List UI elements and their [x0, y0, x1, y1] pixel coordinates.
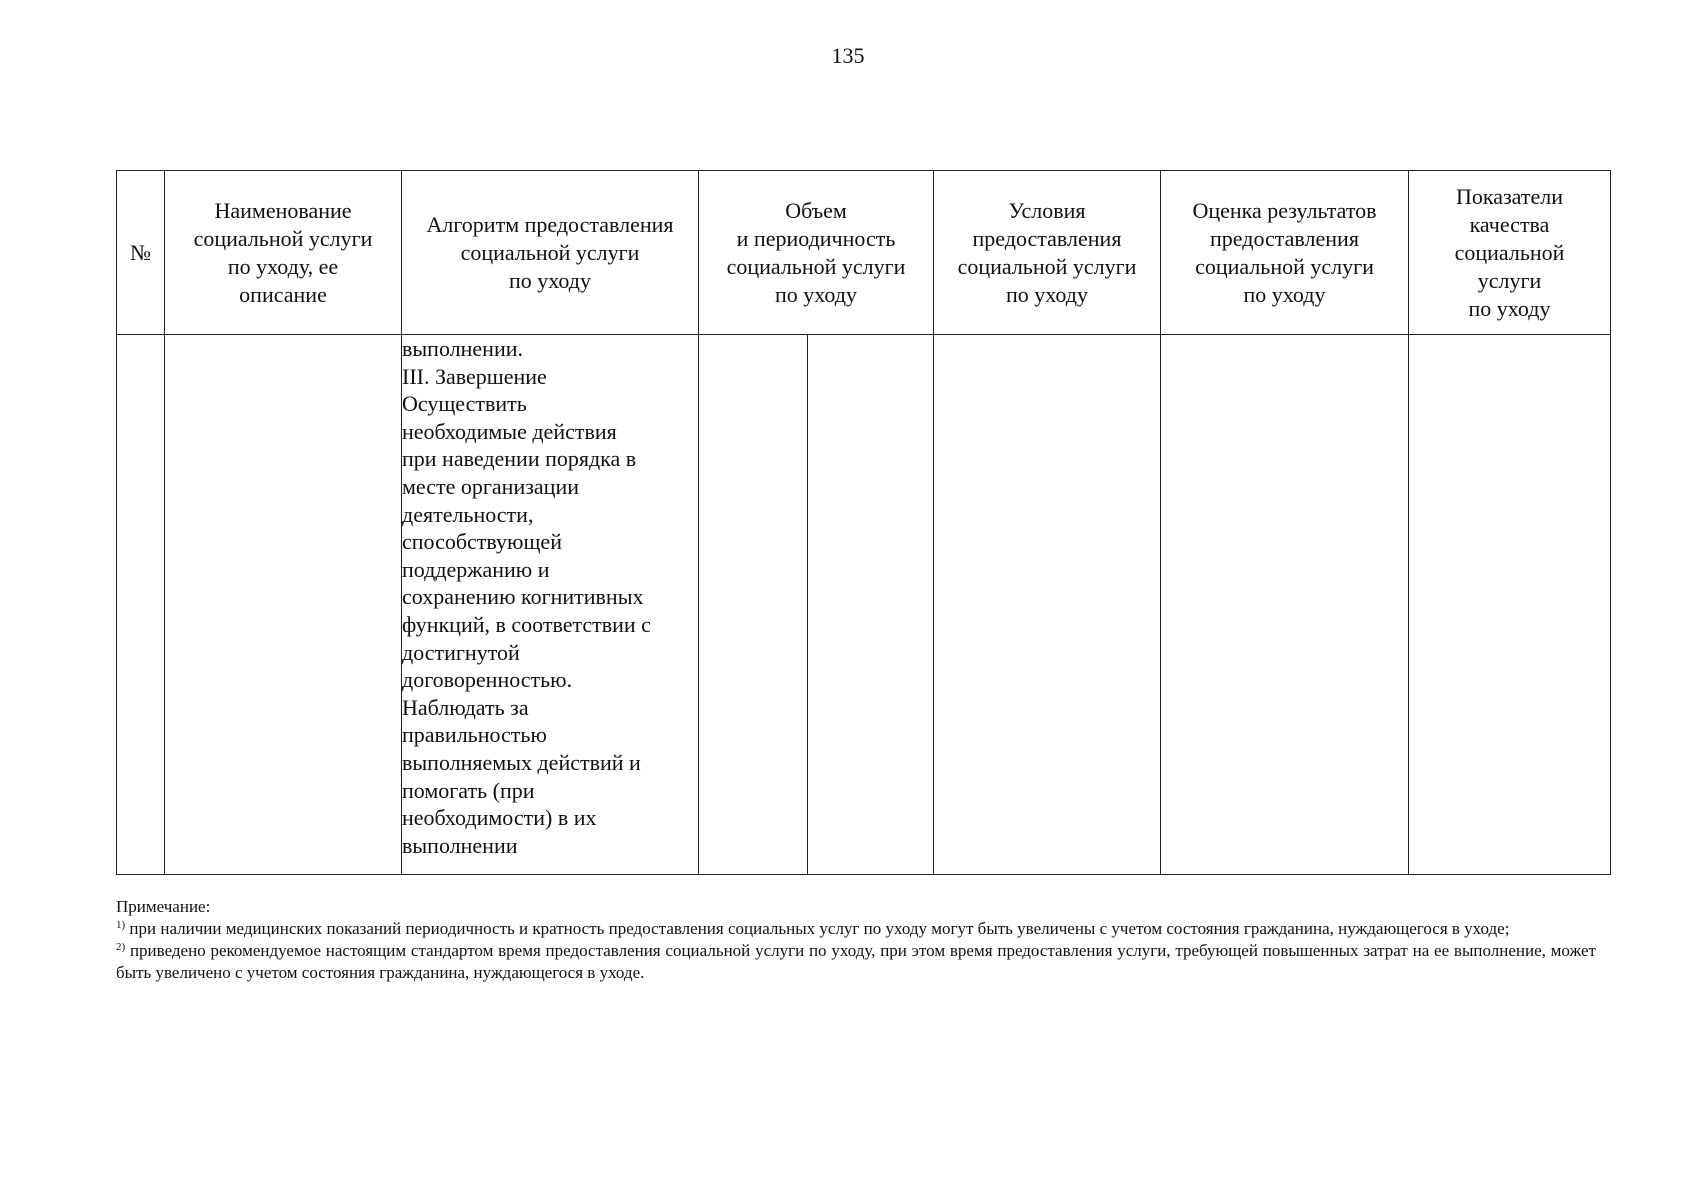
algorithm-line: выполняемых действий и [402, 749, 641, 775]
footnote-text: приведено рекомендуемое настоящим стандартом время предоставления социальной услуги по уходу, при этом время предоставления услуги, требующей повышенных затрат на ее выполнение, может быть увеличено с учетом состояния гражданина, нуждающегося в уходе. [116, 941, 1596, 982]
algorithm-line: необходимости) в их [402, 805, 597, 831]
algorithm-line: способствующей [402, 529, 562, 555]
cell-quality [1409, 335, 1611, 875]
table-header-row [117, 171, 1611, 335]
algorithm-line: сохранению когнитивных [402, 584, 644, 610]
algorithm-line: Наблюдать за [402, 694, 529, 720]
cell-volume [699, 335, 808, 875]
care-standard-table [116, 170, 1611, 875]
algorithm-line: деятельности, [402, 501, 534, 527]
header-number: № [117, 171, 165, 335]
algorithm-line: поддержанию и [402, 556, 550, 582]
header-volume-periodicity: Объем и периодичность социальной услуги по уходу [699, 171, 934, 335]
algorithm-line: функций, в соответствии с [402, 611, 651, 637]
algorithm-line: месте организации [402, 473, 579, 499]
table-row [117, 335, 1611, 875]
header-evaluation: Оценка результатов предоставления социальной услуги по уходу [1161, 171, 1409, 335]
header-algorithm: Алгоритм предоставления социальной услуги по уходу [402, 171, 699, 335]
page-number: 135 [831, 43, 865, 68]
algorithm-line: выполнении. [402, 336, 523, 361]
cell-number [117, 335, 165, 875]
header-conditions: Условия предоставления социальной услуги по уходу [934, 171, 1161, 335]
algorithm-line: выполнении [402, 832, 518, 858]
algorithm-line: правильностью [402, 722, 547, 748]
footnote-marker: 2) [116, 941, 126, 953]
algorithm-line: помогать (при [402, 777, 535, 803]
algorithm-line: необходимые действия [402, 418, 617, 444]
cell-algorithm [402, 335, 699, 875]
algorithm-line: Осуществить [402, 391, 527, 417]
header-quality-indicators: Показатели качества социальной услуги по уходу [1409, 171, 1611, 335]
footnote-text: при наличии медицинских показаний периодичность и кратность предоставления социальных услуг по уходу могут быть увеличены с учетом состояния гражданина, нуждающегося в уходе; [125, 919, 1510, 938]
footnote-title: Примечание: [116, 897, 211, 916]
header-service-name: Наименование социальной услуги по уходу, ее описание [165, 171, 402, 335]
footnote-marker: 1) [116, 919, 126, 931]
cell-periodicity [808, 335, 934, 875]
footnote-item [116, 918, 1596, 940]
algorithm-line: достигнутой [402, 639, 520, 665]
cell-evaluation [1161, 335, 1409, 875]
algorithm-line: при наведении порядка в [402, 446, 637, 472]
algorithm-line: III. Завершение [402, 363, 547, 389]
cell-service-name [165, 335, 402, 875]
cell-conditions [934, 335, 1161, 875]
footnote-block [116, 896, 1596, 984]
footnote-item [116, 940, 1596, 984]
algorithm-line: договоренностью. [402, 667, 573, 693]
